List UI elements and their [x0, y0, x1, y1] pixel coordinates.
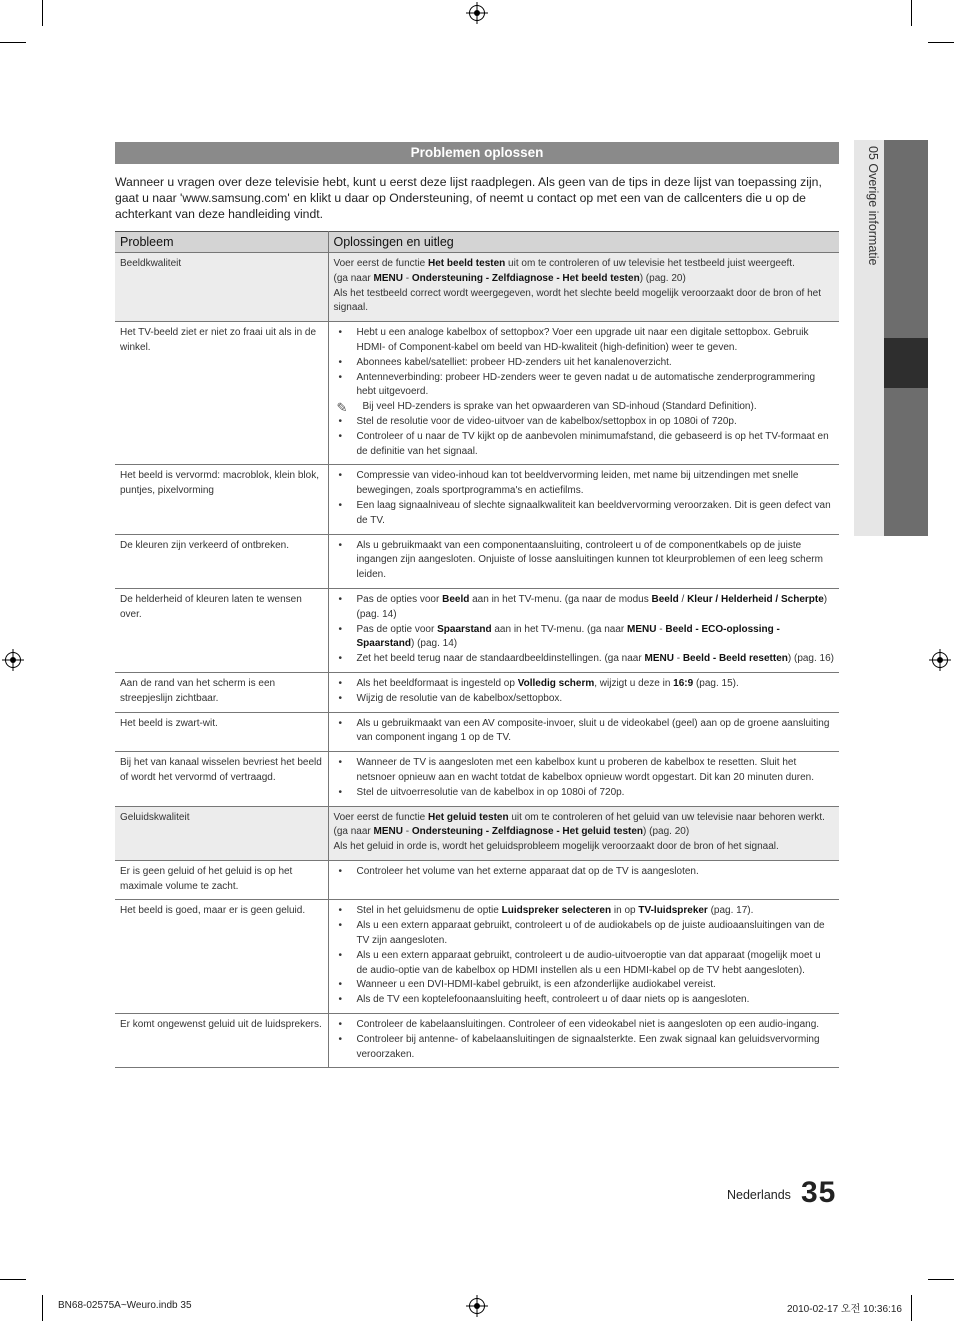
table-row [115, 534, 839, 588]
list-item: • Als u gebruikmaakt van een componentaansluiting, controleert u of de componentkabels op de juiste ingangen zijn aangesloten. Onjuiste of losse aansluitingen kunnen tot kleurproblemen of een leeg scherm leiden. [334, 539, 835, 583]
chapter-tab-marker [884, 338, 928, 388]
crop-mark [0, 42, 26, 43]
footer-file-name: BN68-02575A~Weuro.indb 35 [58, 1300, 192, 1311]
problem-cell: Het beeld is vervormd: macroblok, klein blok, puntjes, pixelvorming [115, 465, 328, 534]
footer-timestamp: 2010-02-17 오전 10:36:16 [787, 1304, 902, 1315]
list-item: • Antenneverbinding: probeer HD-zenders weer te geven nadat u de automatische zenderprogrammering hebt uitgevoerd. [334, 371, 835, 401]
list-item: • Als u een extern apparaat gebruikt, controleert u of de audiokabels op de juiste audioaansluitingen van de TV zijn aangesloten. [334, 919, 835, 949]
list-item: • Controleer of u naar de TV kijkt op de aanbevolen minimumafstand, die gebaseerd is op het TV-formaat en de definitie van het signaal. [334, 430, 835, 460]
solution-cell [328, 900, 839, 1014]
problem-cell: Aan de rand van het scherm is een streepjeslijn zichtbaar. [115, 672, 328, 712]
list-item: • Pas de opties voor Beeld aan in het TV-menu. (ga naar de modus Beeld / Kleur / Helderheid / Scherpte) (pag. 14) [334, 593, 835, 623]
problem-cell: Geluidskwaliteit [115, 806, 328, 860]
solution-cell [328, 534, 839, 588]
list-item: • Pas de optie voor Spaarstand aan in het TV-menu. (ga naar MENU - Beeld - ECO-oplossing - Spaarstand) (pag. 14) [334, 623, 835, 653]
crop-mark [928, 1279, 954, 1280]
registration-mark-icon [5, 652, 21, 668]
crop-mark [911, 0, 912, 26]
registration-mark-icon [469, 1298, 485, 1314]
table-row [115, 465, 839, 534]
list-item: • Als de TV een koptelefoonaansluiting heeft, controleert u of daar niets op is aangesloten. [334, 993, 835, 1008]
crop-mark [928, 42, 954, 43]
page-title: Problemen oplossen [115, 142, 839, 164]
problem-cell: Er komt ongewenst geluid uit de luidsprekers. [115, 1014, 328, 1068]
problem-cell: Beeldkwaliteit [115, 253, 328, 322]
table-row [115, 1014, 839, 1068]
pencil-note-icon: ✎ [336, 400, 348, 416]
list-item: • Hebt u een analoge kabelbox of settopbox? Voer een upgrade uit naar een digitale settopbox. Gebruik HDMI- of Component-kabel om beeld van HD-kwaliteit (high-definition) weer te geven. [334, 326, 835, 356]
table-row [115, 860, 839, 900]
list-item: • Als u gebruikmaakt van een AV composite-invoer, sluit u de videokabel (geel) aan op de groene aansluiting van component ingang 1 op de TV. [334, 717, 835, 747]
list-item: • Wanneer u een DVI-HDMI-kabel gebruikt, is een afzonderlijke audiokabel vereist. [334, 978, 835, 993]
list-item: • Compressie van video-inhoud kan tot beeldvervorming leiden, met name bij uitzendingen met snelle bewegingen, zoals sportprogramma's en actiefilms. [334, 469, 835, 499]
table-row [115, 712, 839, 752]
problem-cell: Het beeld is zwart-wit. [115, 712, 328, 752]
table-row [115, 806, 839, 860]
column-header-solutions: Oplossingen en uitleg [328, 232, 839, 253]
crop-mark [42, 1295, 43, 1321]
note-item: ✎ Bij veel HD-zenders is sprake van het opwaarderen van SD-inhoud (Standard Definition). [336, 400, 757, 416]
solution-cell: Voer eerst de functie Het geluid testen uit om te controleren of het geluid van uw televisie naar behoren werkt. (ga naar MENU - Ondersteuning - Zelfdiagnose - Het geluid testen) (pag. 20) Als het geluid in orde is, wordt het geluidsprobleem mogelijk veroorzaakt door de bron of het signaal. [328, 806, 839, 860]
troubleshooting-table [115, 231, 839, 1068]
solution-cell [328, 322, 839, 465]
list-item: • Stel de uitvoerresolutie van de kabelbox in op 1080i of 720p. [334, 786, 835, 801]
table-row [115, 752, 839, 806]
table-row [115, 672, 839, 712]
solution-cell [328, 712, 839, 752]
column-header-problem: Probleem [115, 232, 328, 253]
list-item: • Wijzig de resolutie van de kabelbox/settopbox. [334, 692, 835, 707]
solution-cell [328, 1014, 839, 1068]
page-number: 35 [801, 1176, 837, 1209]
table-row [115, 588, 839, 672]
solution-cell [328, 672, 839, 712]
list-item: • Als het beeldformaat is ingesteld op Volledig scherm, wijzigt u deze in 16:9 (pag. 15). [334, 677, 835, 692]
list-item: • Wanneer de TV is aangesloten met een kabelbox kunt u proberen de kabelbox te resetten. Sluit het netsnoer opnieuw aan en wacht totdat de kabelbox opnieuw wordt opgestart. Dit kan 20 minuten duren. [334, 756, 835, 786]
table-row [115, 253, 839, 322]
list-item: • Een laag signaalniveau of slechte signaalkwaliteit kan beeldvervorming veroorzaken. Dit is geen defect van de TV. [334, 499, 835, 529]
list-item: • Controleer bij antenne- of kabelaansluitingen de signaalsterkte. Een zwak signaal kan geluidsvervorming veroorzaken. [334, 1033, 835, 1063]
crop-mark [0, 1279, 26, 1280]
solution-cell: Voer eerst de functie Het beeld testen uit om te controleren of uw televisie het testbeeld juist weergeeft. (ga naar MENU - Ondersteuning - Zelfdiagnose - Het beeld testen) (pag. 20) Als het testbeeld correct wordt weergegeven, wordt het slechte beeld mogelijk veroorzaakt door de bron of het signaal. [328, 253, 839, 322]
problem-cell: Er is geen geluid of het geluid is op het maximale volume te zacht. [115, 860, 328, 900]
crop-mark [42, 0, 43, 26]
registration-mark-icon [469, 5, 485, 21]
problem-cell: Het TV-beeld ziet er niet zo fraai uit als in de winkel. [115, 322, 328, 465]
table-header-row [115, 232, 839, 253]
solution-cell [328, 588, 839, 672]
solution-cell [328, 752, 839, 806]
list-item: • Controleer het volume van het externe apparaat dat op de TV is aangesloten. [334, 865, 835, 880]
problem-cell: Het beeld is goed, maar er is geen geluid. [115, 900, 328, 1014]
intro-text: Wanneer u vragen over deze televisie hebt, kunt u eerst deze lijst raadplegen. Als geen van de tips in deze lijst van toepassing zijn, gaat u naar 'www.samsung.com' en klikt u daar op Ondersteuning, of neemt u contact op met een van de callcenters die u op de achterkant van deze handleiding vindt. [115, 175, 822, 221]
registration-mark-icon [932, 652, 948, 668]
list-item: • Abonnees kabel/satelliet: probeer HD-zenders uit het kanalenoverzicht. [334, 356, 835, 371]
solution-cell [328, 465, 839, 534]
list-item: • Stel in het geluidsmenu de optie Luidspreker selecteren in op TV-luidspreker (pag. 17). [334, 904, 835, 919]
list-item: • Stel de resolutie voor de video-uitvoer van de kabelbox/settopbox in op 1080i of 720p. [334, 415, 835, 430]
problem-cell: Bij het van kanaal wisselen bevriest het beeld of wordt het vervormd of vertraagd. [115, 752, 328, 806]
table-row [115, 322, 839, 465]
solution-cell [328, 860, 839, 900]
problem-cell: De kleuren zijn verkeerd of ontbreken. [115, 534, 328, 588]
table-row [115, 900, 839, 1014]
footer-language: Nederlands [727, 1188, 791, 1202]
list-item: • Zet het beeld terug naar de standaardbeeldinstellingen. (ga naar MENU - Beeld - Beeld resetten) (pag. 16) [334, 652, 835, 667]
crop-mark [911, 1295, 912, 1321]
chapter-label: 05 Overige informatie [866, 146, 880, 266]
list-item: • Als u een extern apparaat gebruikt, controleert u de audio-uitvoeroptie van dat apparaat (mogelijk moet u de audio-optie van de kabelbox op HDMI instellen als u een HDMI-kabel op de TV hebt aangesloten). [334, 949, 835, 979]
list-item: • Controleer de kabelaansluitingen. Controleer of een videokabel niet is aangesloten op een audio-ingang. [334, 1018, 835, 1033]
problem-cell: De helderheid of kleuren laten te wensen over. [115, 588, 328, 672]
